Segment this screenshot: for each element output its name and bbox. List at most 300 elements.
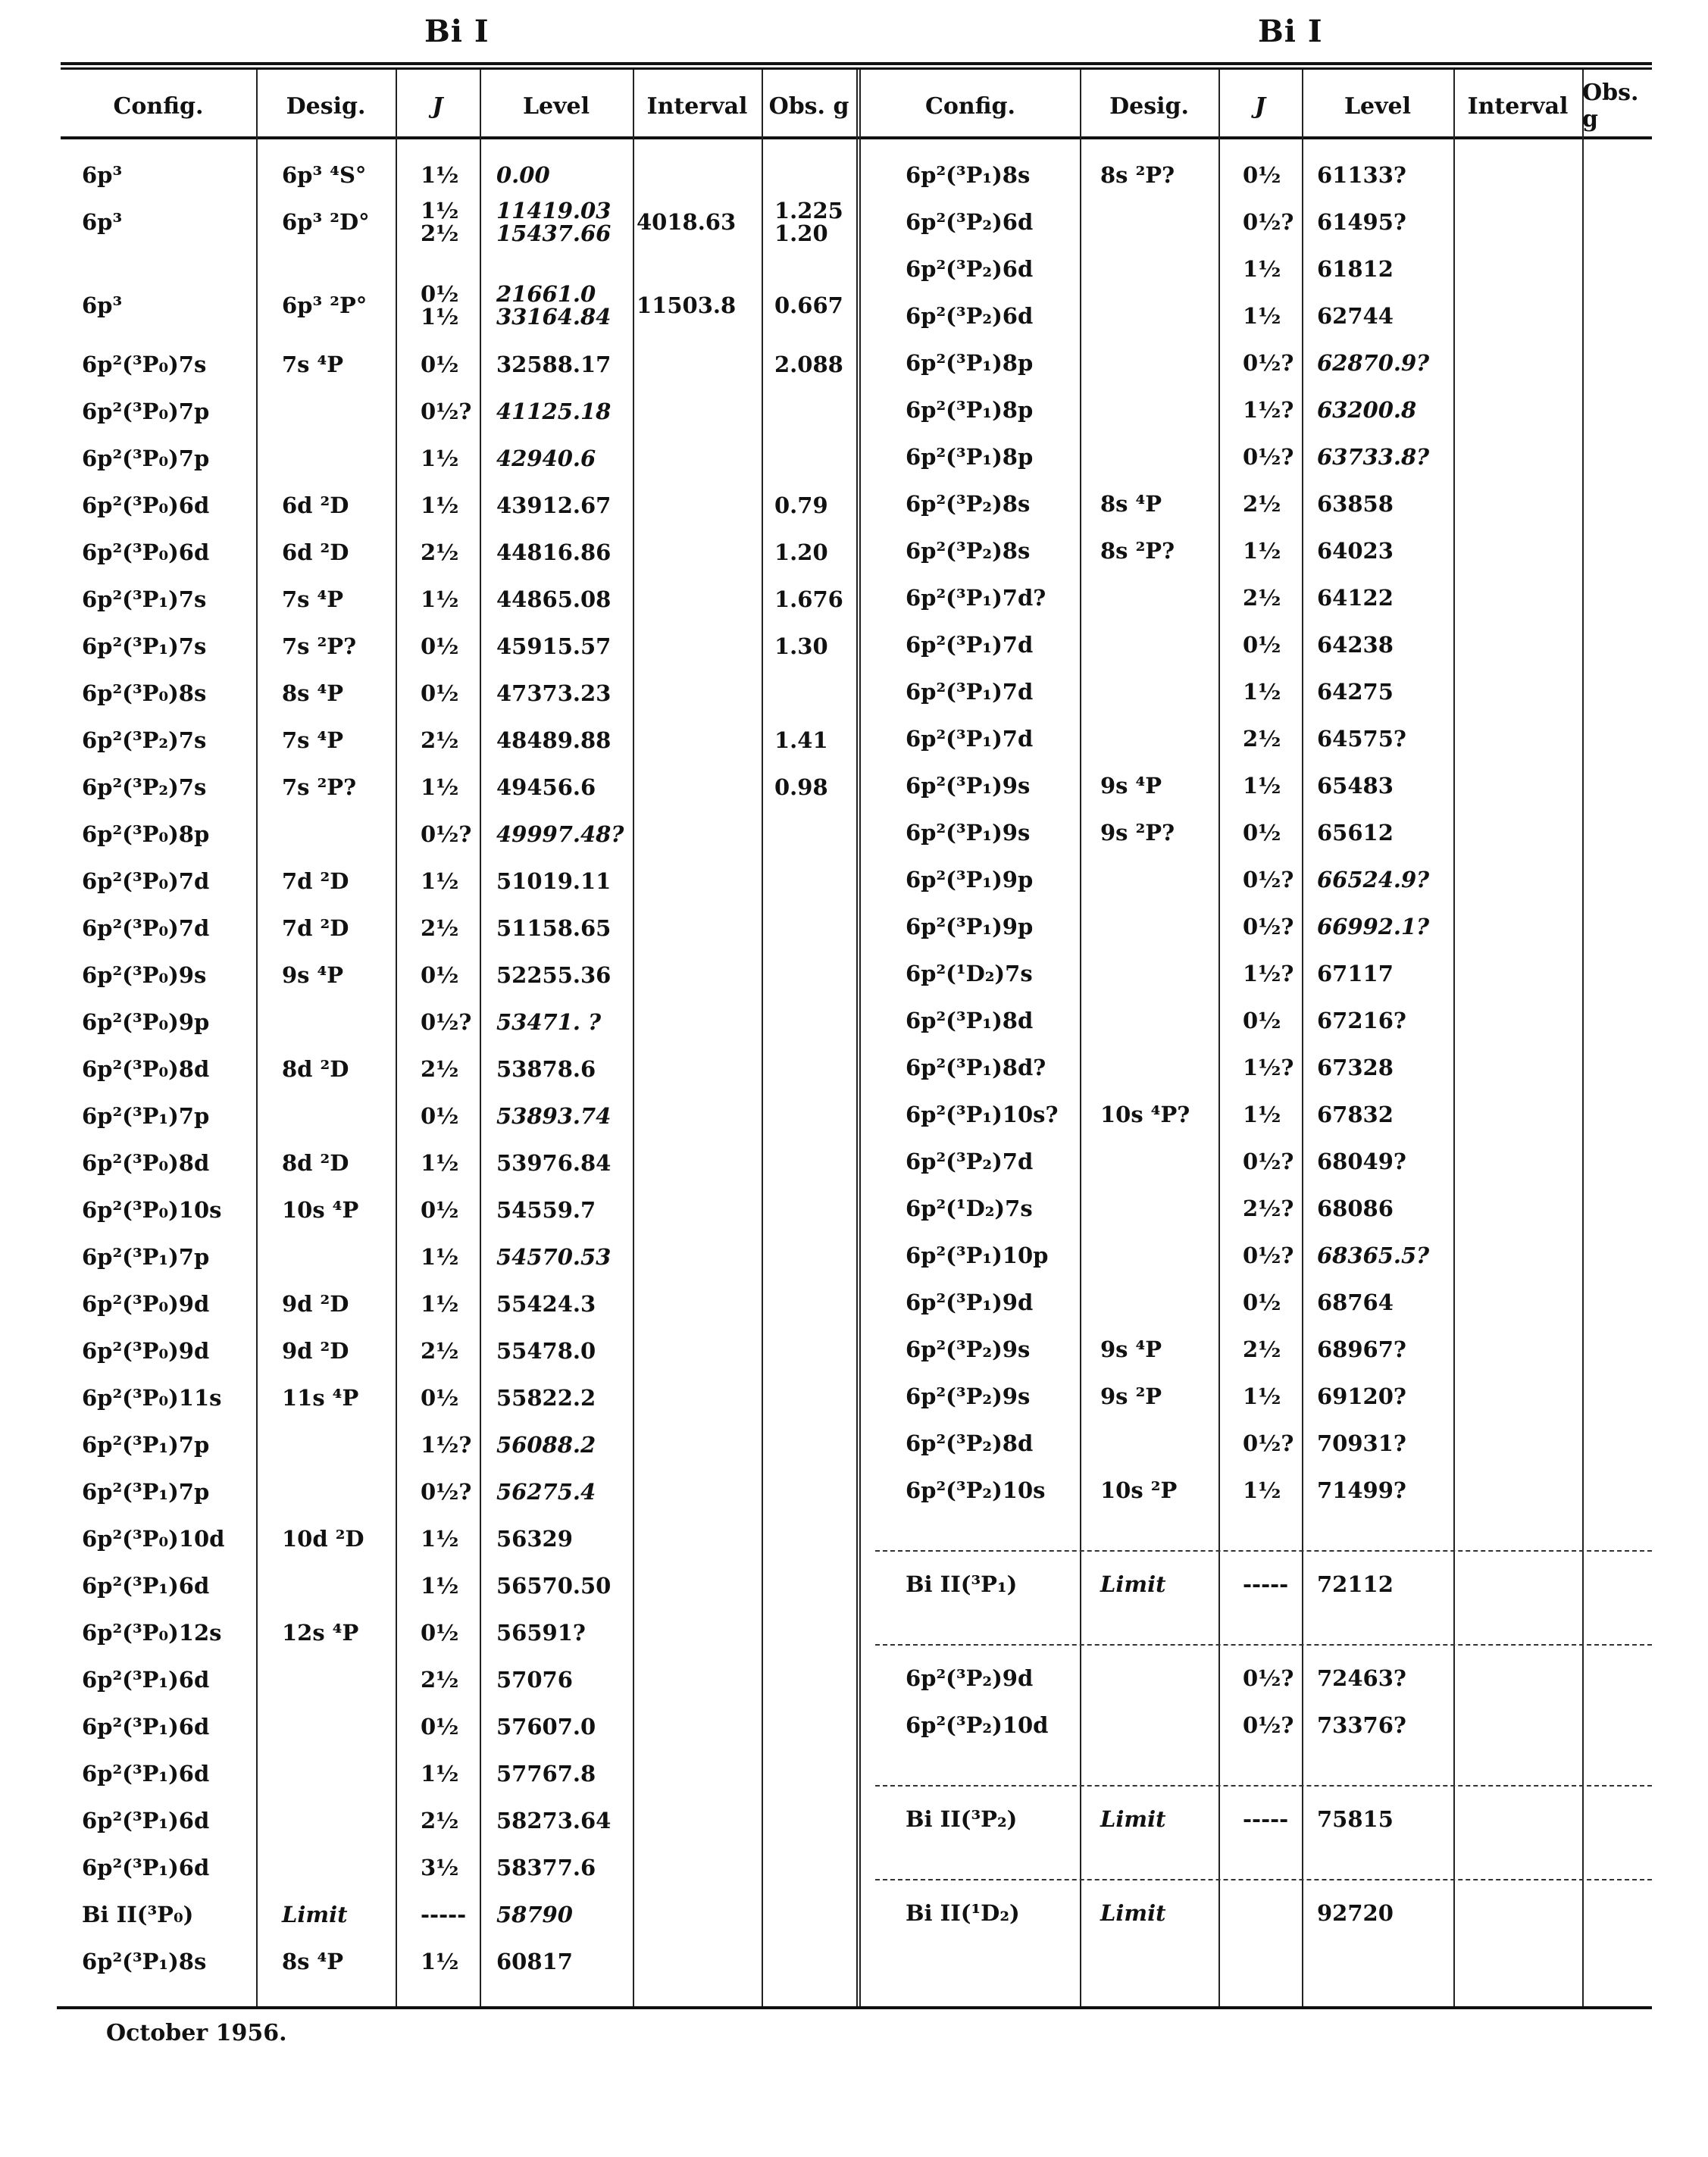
config-cell: 6p²(³P₂)7s: [82, 774, 207, 800]
level-cell: 67216?: [1317, 1008, 1406, 1033]
table-row: [0, 1609, 856, 1656]
config-cell: 6p²(³P₀)6d: [82, 492, 210, 518]
config-cell: 6p²(³P₁)7s: [82, 586, 207, 612]
desig-cell: 6p³ ²P°: [282, 292, 368, 318]
j-cell: 1½?: [421, 1432, 472, 1458]
table-row: [0, 1890, 1708, 1937]
header-obs-g: Obs. g: [768, 92, 849, 120]
desig-cell: 7d ²D: [282, 915, 349, 941]
desig-cell: 10s ²P: [1100, 1477, 1178, 1503]
j-cell: 2½: [421, 1338, 459, 1364]
level-cell: 53976.84: [496, 1150, 612, 1176]
desig-cell: 7s ²P?: [282, 774, 357, 800]
j-cell: 0½?: [421, 1009, 472, 1035]
table-row: [0, 1420, 1708, 1467]
level-cell: 47373.23: [496, 680, 612, 706]
header-level: Level: [522, 92, 590, 120]
obs-g-cell: 1.20: [774, 539, 828, 565]
config-cell: 6p²(³P₀)8p: [82, 821, 210, 847]
header-desig: Desig.: [286, 92, 366, 120]
config-cell: Bi II(³P₀): [82, 1902, 194, 1927]
config-cell: 6p²(³P₂)9s: [906, 1336, 1031, 1362]
config-cell: 6p²(³P₂)10s: [906, 1477, 1046, 1503]
j-cell: 1½: [1243, 1102, 1281, 1127]
config-cell: 6p²(³P₁)7s: [82, 633, 207, 659]
config-cell: 6p²(³P₀)7d: [82, 915, 210, 941]
desig-cell: 6d ²D: [282, 539, 349, 565]
level-cell: 66524.9?: [1317, 867, 1430, 892]
j-cell: 1½: [421, 1244, 459, 1270]
level-cell: 32588.17: [496, 352, 612, 377]
config-cell: 6p²(³P₀)9d: [82, 1338, 210, 1364]
j-cell: 1½: [421, 1949, 459, 1974]
desig-cell: 7s ⁴P: [282, 727, 344, 753]
level-cell: 42940.6: [496, 445, 596, 471]
j-cell: 0½: [421, 352, 459, 377]
config-cell: 6p²(³P₀)10d: [82, 1526, 225, 1552]
desig-cell: 8s ⁴P: [1100, 491, 1162, 517]
j-cell: 2½?: [1243, 1196, 1294, 1221]
j-cell: 0½: [1243, 162, 1281, 188]
level-cell: 68967?: [1317, 1336, 1406, 1362]
j-cell: [1243, 1890, 1302, 1937]
config-cell: 6p²(³P₁)7d: [906, 632, 1034, 658]
desig-cell: 10d ²D: [282, 1526, 364, 1552]
obs-g-cell: 0.667: [774, 292, 843, 318]
j-cell: 0½: [421, 1620, 459, 1646]
config-cell: 6p²(³P₁)7p: [82, 1103, 210, 1129]
desig-cell: [282, 1844, 396, 1891]
j-cell: 0½: [421, 1385, 459, 1411]
table-row: [0, 1185, 1708, 1232]
level-cell: 75815: [1317, 1806, 1394, 1832]
j-cell: 2½: [421, 727, 459, 753]
desig-cell: 9s ⁴P: [282, 962, 344, 988]
desig-cell: [1100, 715, 1218, 762]
config-cell: Bi II(³P₂): [906, 1806, 1018, 1832]
obs-g-cell: 1.676: [774, 586, 843, 612]
header-desig: Desig.: [1109, 92, 1189, 120]
config-cell: 6p²(³P₁)7p: [82, 1432, 210, 1458]
config-cell: 6p²(³P₀)10s: [82, 1197, 222, 1223]
table-row: [0, 856, 1708, 903]
config-cell: 6p²(³P₂)8d: [906, 1430, 1034, 1456]
table-title-left: Bi I: [424, 14, 490, 49]
table-row: [0, 1044, 1708, 1091]
config-cell: 6p²(³P₁)6d: [82, 1855, 210, 1880]
level-cell: 62870.9?: [1317, 350, 1430, 376]
desig-cell: 10s ⁴P: [282, 1197, 359, 1223]
j-cell: 1½: [421, 1291, 459, 1317]
desig-cell: [1100, 1044, 1218, 1091]
obs-g-cell-line: 1.20: [774, 220, 828, 246]
table-row: [0, 903, 1708, 950]
level-cell: 57076: [496, 1667, 573, 1693]
desig-cell: 8d ²D: [282, 1150, 349, 1176]
desig-cell: [1100, 856, 1218, 903]
config-cell: 6p²(³P₂)6d: [906, 209, 1034, 235]
config-cell: 6p²(³P₁)8d?: [906, 1055, 1046, 1080]
j-cell: 0½: [421, 962, 459, 988]
config-cell: 6p²(³P₁)7p: [82, 1479, 210, 1505]
desig-cell: Limit: [1100, 1571, 1166, 1597]
j-cell: 0½?: [421, 1479, 472, 1505]
config-cell: 6p²(³P₁)9s: [906, 820, 1031, 846]
config-cell: 6p²(³P₂)7d: [906, 1149, 1034, 1174]
header-interval: Interval: [1467, 92, 1569, 120]
j-cell: 1½: [1243, 679, 1281, 705]
j-cell: 2½: [1243, 491, 1281, 517]
desig-cell: 9s ⁴P: [1100, 1336, 1162, 1362]
level-cell: 63733.8?: [1317, 444, 1430, 470]
table-row: [0, 1938, 856, 1985]
level-cell: 69120?: [1317, 1383, 1406, 1409]
table-row: [0, 997, 1708, 1044]
j-cell: 0½?: [1243, 1430, 1294, 1456]
level-cell: 71499?: [1317, 1477, 1406, 1503]
level-cell: 60817: [496, 1949, 573, 1974]
config-cell: 6p²(³P₁)6d: [82, 1573, 210, 1599]
desig-cell: [1100, 292, 1218, 339]
level-cell: 63200.8: [1317, 397, 1417, 423]
desig-cell: [1100, 574, 1218, 621]
level-cell: 64575?: [1317, 726, 1406, 752]
j-cell: 2½: [421, 1808, 459, 1833]
desig-cell: [1100, 386, 1218, 433]
config-cell: 6p²(³P₀)6d: [82, 539, 210, 565]
config-cell: 6p²(³P₁)8d: [906, 1008, 1034, 1033]
table-row: [0, 1138, 1708, 1185]
level-cell: 63858: [1317, 491, 1394, 517]
j-cell: 2½: [421, 539, 459, 565]
j-cell: 1½?: [1243, 1055, 1294, 1080]
level-cell: 64275: [1317, 679, 1394, 705]
j-cell: -----: [421, 1902, 467, 1927]
j-cell-line: 1½: [421, 198, 459, 224]
config-cell: 6p²(³P₀)7p: [82, 399, 210, 424]
j-cell: 0½: [421, 1197, 459, 1223]
table-row: [0, 1091, 1708, 1138]
level-cell: 55478.0: [496, 1338, 596, 1364]
j-cell: 0½?: [1243, 1243, 1294, 1268]
obs-g-cell: 1.30: [774, 633, 828, 659]
level-cell: 68764: [1317, 1290, 1394, 1315]
obs-g-cell: 1.41: [774, 727, 828, 753]
j-cell: 1½: [1243, 1383, 1281, 1409]
j-cell: 0½: [1243, 1008, 1281, 1033]
obs-g-cell: 0.79: [774, 492, 828, 518]
level-cell: 51158.65: [496, 915, 612, 941]
table-row: [0, 480, 1708, 527]
desig-cell: [1100, 1232, 1218, 1279]
j-cell: 1½: [421, 1761, 459, 1787]
footer-date: October 1956.: [106, 2020, 287, 2046]
config-cell: 6p²(³P₀)8d: [82, 1056, 210, 1082]
desig-cell: 9s ⁴P: [1100, 773, 1162, 799]
bottom-rule: [57, 2006, 1652, 2009]
desig-cell: 7s ⁴P: [282, 352, 344, 377]
level-cell: 44865.08: [496, 586, 612, 612]
level-cell: 68365.5?: [1317, 1243, 1430, 1268]
j-cell: 0½?: [1243, 444, 1294, 470]
level-cell: 53893.74: [496, 1103, 612, 1129]
desig-cell: [282, 1750, 396, 1797]
config-cell: Bi II(³P₁): [906, 1571, 1018, 1597]
j-cell: 0½?: [1243, 1149, 1294, 1174]
desig-cell: 8s ²P?: [1100, 538, 1175, 564]
j-cell: -----: [1243, 1571, 1289, 1597]
level-cell: 57607.0: [496, 1714, 596, 1740]
j-cell: 0½: [421, 680, 459, 706]
dashed-separator: [875, 1879, 1652, 1880]
header-interval: Interval: [646, 92, 748, 120]
desig-cell: 8s ⁴P: [282, 1949, 344, 1974]
level-cell-line: 33164.84: [496, 304, 612, 330]
level-cell: 67328: [1317, 1055, 1394, 1080]
config-cell: 6p³: [82, 209, 123, 235]
config-cell: 6p²(³P₀)7s: [82, 352, 207, 377]
desig-cell: [1100, 668, 1218, 715]
config-cell: 6p²(³P₁)8p: [906, 350, 1034, 376]
level-cell-line: 11419.03: [496, 198, 612, 224]
config-cell: 6p²(³P₁)9s: [906, 773, 1031, 799]
j-cell: 1½: [421, 1526, 459, 1552]
j-cell: 1½: [421, 586, 459, 612]
desig-cell: 10s ⁴P?: [1100, 1102, 1190, 1127]
j-cell: -----: [1243, 1806, 1289, 1832]
j-cell: 2½: [421, 1056, 459, 1082]
j-cell-line: 2½: [421, 220, 459, 246]
table-row: [0, 1702, 1708, 1749]
level-cell: 49456.6: [496, 774, 596, 800]
desig-cell: 6p³ ²D°: [282, 209, 370, 235]
config-cell: 6p²(³P₁)6d: [82, 1714, 210, 1740]
desig-cell: 8s ²P?: [1100, 162, 1175, 188]
config-cell: 6p²(³P₁)7d?: [906, 585, 1046, 611]
table-row: [0, 1467, 1708, 1514]
table-row: [0, 1279, 1708, 1326]
header-j: J: [432, 92, 443, 120]
desig-cell: [1100, 903, 1218, 950]
level-cell: 49997.48?: [496, 821, 624, 847]
j-cell: 1½: [421, 1150, 459, 1176]
level-cell: 64122: [1317, 585, 1394, 611]
config-cell: 6p²(³P₀)9p: [82, 1009, 210, 1035]
desig-cell: 7s ⁴P: [282, 586, 344, 612]
desig-cell: [1100, 339, 1218, 386]
desig-cell: 9d ²D: [282, 1291, 349, 1317]
level-cell: 55822.2: [496, 1385, 596, 1411]
j-cell: 0½?: [1243, 1712, 1294, 1738]
config-cell: 6p²(³P₁)7p: [82, 1244, 210, 1270]
desig-cell: 6p³ ⁴S°: [282, 162, 367, 188]
j-cell: 0½: [421, 1103, 459, 1129]
level-cell: 53878.6: [496, 1056, 596, 1082]
table-row: [0, 1655, 1708, 1702]
table-row: [0, 762, 1708, 809]
config-cell: 6p²(³P₀)9s: [82, 962, 207, 988]
header-j: J: [1254, 92, 1266, 120]
j-cell: 0½?: [1243, 350, 1294, 376]
obs-g-cell-line: 1.225: [774, 198, 843, 224]
desig-cell: [1100, 1279, 1218, 1326]
j-cell: 0½: [1243, 632, 1281, 658]
level-cell: 68086: [1317, 1196, 1394, 1221]
config-cell: 6p²(³P₂)9d: [906, 1665, 1034, 1691]
level-cell: 56570.50: [496, 1573, 612, 1599]
config-cell: 6p²(³P₂)6d: [906, 303, 1034, 329]
j-cell: 1½: [421, 774, 459, 800]
header-config: Config.: [925, 92, 1015, 120]
desig-cell: Limit: [1100, 1806, 1166, 1832]
desig-cell: [1100, 1138, 1218, 1185]
j-cell: 0½: [421, 633, 459, 659]
obs-g-cell: 0.98: [774, 774, 828, 800]
config-cell: 6p²(³P₀)8s: [82, 680, 207, 706]
desig-cell: 8d ²D: [282, 1056, 349, 1082]
j-cell: 1½: [1243, 303, 1281, 329]
table-row: [0, 1326, 1708, 1373]
desig-cell: Limit: [282, 1902, 348, 1927]
level-cell: 43912.67: [496, 492, 612, 518]
desig-cell: 8s ⁴P: [282, 680, 344, 706]
level-cell: 48489.88: [496, 727, 612, 753]
config-cell: 6p²(³P₀)8d: [82, 1150, 210, 1176]
j-cell-line: 0½: [421, 281, 459, 307]
table-row: [0, 1232, 1708, 1279]
config-cell: 6p²(³P₁)8p: [906, 444, 1034, 470]
desig-cell: [1100, 245, 1218, 292]
level-cell: 64238: [1317, 632, 1394, 658]
j-cell: 1½: [421, 868, 459, 894]
desig-cell: [1100, 1702, 1218, 1749]
j-cell: 1½: [421, 445, 459, 471]
level-cell: 66992.1?: [1317, 914, 1430, 939]
header-level: Level: [1344, 92, 1412, 120]
config-cell: 6p²(³P₁)7d: [906, 726, 1034, 752]
table-row: [0, 339, 1708, 386]
j-cell: 0½?: [421, 821, 472, 847]
table-row: [0, 574, 1708, 621]
level-cell: 68049?: [1317, 1149, 1406, 1174]
j-cell: 1½: [1243, 773, 1281, 799]
j-cell: 1½?: [1243, 397, 1294, 423]
config-cell: 6p²(³P₀)12s: [82, 1620, 222, 1646]
j-cell: 1½: [1243, 538, 1281, 564]
level-cell: 64023: [1317, 538, 1394, 564]
j-cell: 0½?: [1243, 209, 1294, 235]
config-cell: Bi II(¹D₂): [906, 1900, 1020, 1926]
config-cell: 6p²(³P₂)9s: [906, 1383, 1031, 1409]
level-cell: 73376?: [1317, 1712, 1406, 1738]
j-cell: 1½: [421, 1573, 459, 1599]
level-cell: 51019.11: [496, 868, 612, 894]
table-row: [0, 715, 1708, 762]
level-cell: 52255.36: [496, 962, 612, 988]
config-cell: 6p²(³P₂)8s: [906, 538, 1031, 564]
level-cell: 54559.7: [496, 1197, 596, 1223]
level-cell: 58377.6: [496, 1855, 596, 1880]
table-row: [0, 1373, 1708, 1420]
config-cell: 6p²(³P₁)10p: [906, 1243, 1049, 1268]
table-row: [0, 1750, 856, 1797]
desig-cell: [1100, 199, 1218, 245]
config-cell: 6p²(¹D₂)7s: [906, 1196, 1033, 1221]
config-cell: 6p²(³P₁)6d: [82, 1667, 210, 1693]
j-cell: 0½?: [1243, 914, 1294, 939]
desig-cell: 11s ⁴P: [282, 1385, 359, 1411]
j-cell: 1½: [1243, 1477, 1281, 1503]
table-row: [0, 621, 1708, 668]
table-title-right: Bi I: [1258, 14, 1323, 49]
j-cell: 2½: [1243, 726, 1281, 752]
level-cell: 58273.64: [496, 1808, 612, 1833]
j-cell: 1½: [421, 492, 459, 518]
table-row: [0, 245, 1708, 292]
level-cell: 67117: [1317, 961, 1394, 986]
header-config: Config.: [113, 92, 204, 120]
config-cell: 6p²(³P₂)7s: [82, 727, 207, 753]
j-cell: 3½: [421, 1855, 459, 1880]
config-cell: 6p²(³P₁)9p: [906, 867, 1034, 892]
table-row: [0, 1561, 1708, 1608]
j-cell: 0½?: [1243, 1665, 1294, 1691]
obs-g-cell: 2.088: [774, 352, 843, 377]
config-cell: 6p²(³P₁)10s?: [906, 1102, 1059, 1127]
config-cell: 6p²(³P₀)9d: [82, 1291, 210, 1317]
config-cell: 6p²(³P₀)7d: [82, 868, 210, 894]
level-cell: 0.00: [496, 162, 550, 188]
level-cell: 56088.2: [496, 1432, 596, 1458]
desig-cell: [1100, 621, 1218, 668]
desig-cell: [1100, 1420, 1218, 1467]
table-row: [0, 386, 1708, 433]
j-cell: 0½?: [421, 399, 472, 424]
table-row: [0, 292, 1708, 339]
j-cell: 2½: [1243, 585, 1281, 611]
dashed-separator: [875, 1644, 1652, 1646]
config-cell: 6p²(³P₁)8s: [82, 1949, 207, 1974]
level-cell: 58790: [496, 1902, 573, 1927]
table-row: [0, 1796, 1708, 1843]
j-cell: 0½?: [1243, 867, 1294, 892]
level-cell-line: 15437.66: [496, 220, 612, 246]
level-cell: 56591?: [496, 1620, 586, 1646]
config-cell: 6p²(³P₂)10d: [906, 1712, 1049, 1738]
level-cell: 65483: [1317, 773, 1394, 799]
level-cell: 70931?: [1317, 1430, 1406, 1456]
level-cell: 56329: [496, 1526, 573, 1552]
interval-cell: 4018.63: [637, 209, 737, 235]
desig-cell: [1100, 950, 1218, 997]
level-cell: 53471. ?: [496, 1009, 602, 1035]
config-cell: 6p²(³P₂)6d: [906, 256, 1034, 282]
level-cell: 54570.53: [496, 1244, 612, 1270]
table-row: [0, 1844, 856, 1891]
desig-cell: [1100, 433, 1218, 480]
level-cell: 55424.3: [496, 1291, 596, 1317]
desig-cell: [1100, 1185, 1218, 1232]
table-row: [0, 668, 1708, 715]
top-rule: [61, 62, 1652, 70]
config-cell: 6p²(³P₁)8p: [906, 397, 1034, 423]
config-cell: 6p²(³P₀)11s: [82, 1385, 222, 1411]
desig-cell: 7d ²D: [282, 868, 349, 894]
desig-cell: [1100, 997, 1218, 1044]
table-row: [0, 809, 1708, 856]
config-cell: 6p²(³P₁)6d: [82, 1761, 210, 1787]
desig-cell: 7s ²P?: [282, 633, 357, 659]
